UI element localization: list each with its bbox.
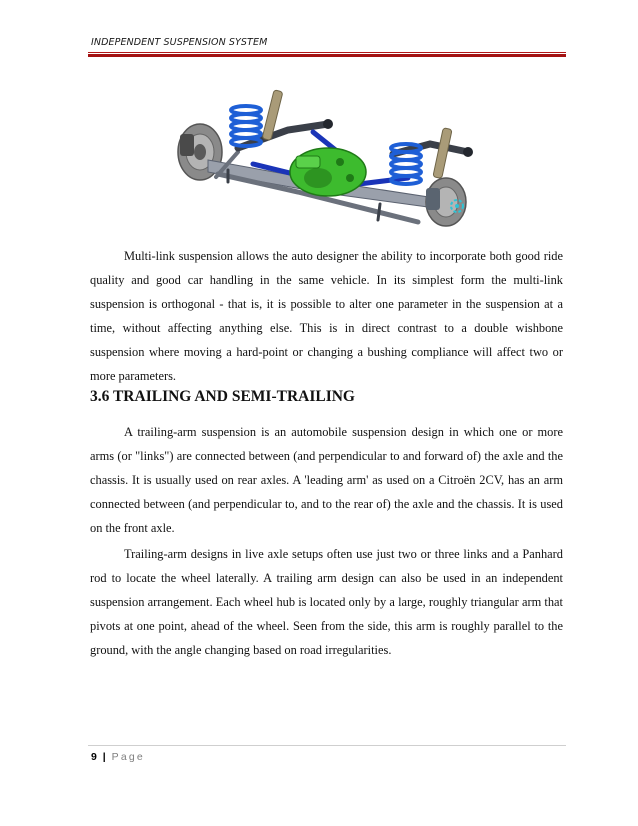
paragraph-multi-link: Multi-link suspension allows the auto designer the ability to incorporate both good ride quality and good car handling in the same vehicle. In its simplest form the multi-link suspension is orthogonal - that is, it is possible to alter one parameter in the suspension at a time, without affecting anything else. This is in direct contrast to a double wishbone suspension where moving a hard-point or changing a bushing compliance will affect two or more parameters. xyxy=(90,249,563,383)
paragraph-trailing-arm: A trailing-arm suspension is an automobile suspension design in which one or more arms (or "links") are connected between (and perpendicular to and forward of) the axle and the chassis. It is usually used on rear axles. A 'leading arm' as used on a Citroën 2CV, has an arm connected between (and perpendicular to, and to the rear of) the axle and the chassis. It is used on the front axle. xyxy=(90,425,563,535)
suspension-figure xyxy=(168,82,478,232)
left-coil-spring xyxy=(231,106,261,146)
section-heading: 3.6 TRAILING AND SEMI-TRAILING xyxy=(90,388,355,405)
page-number: 9 xyxy=(91,751,97,763)
right-coil-spring xyxy=(391,144,421,184)
right-shock xyxy=(433,128,452,179)
header-rule-thin xyxy=(88,52,566,53)
differential xyxy=(290,148,366,196)
page-separator: | xyxy=(102,751,106,763)
multi-link-suspension-icon xyxy=(168,82,478,232)
header-rule-thick xyxy=(88,54,566,57)
running-header: INDEPENDENT SUSPENSION SYSTEM xyxy=(91,37,268,48)
page-footer xyxy=(91,751,145,763)
page-label: Page xyxy=(111,751,145,763)
footer-rule xyxy=(88,745,566,746)
right-brake-disc xyxy=(426,178,466,226)
paragraph-trailing-arm-designs: Trailing-arm designs in live axle setups often use just two or three links and a Panhard rod to locate the wheel laterally. A trailing arm design can also be used in an independent suspension arrangement. Each wheel hub is located only by a large, roughly triangular arm that pivots at one point, ahead of the wheel. Seen from the side, this arm is roughly parallel to the ground, with the angle changing based on road irregularities. xyxy=(90,547,563,657)
